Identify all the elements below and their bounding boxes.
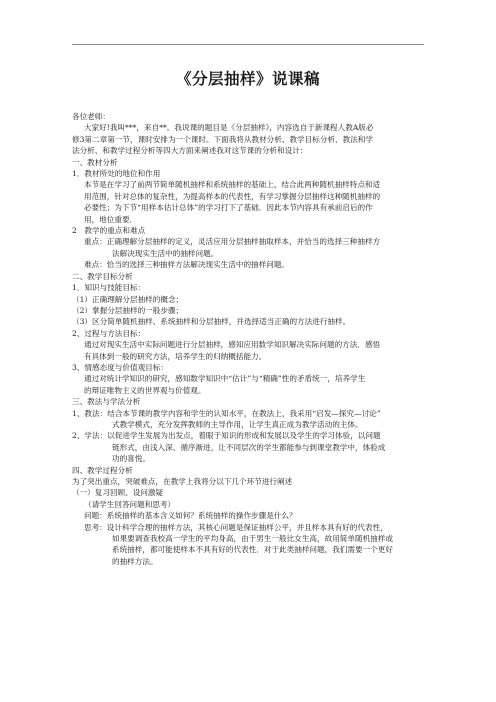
text-line: 法分析、和教学过程分析等四大方面来阐述我对这节课的分析和设计：	[72, 146, 308, 156]
text-line: 大家好!我叫***，来自**。我说课的题目是《分层抽样》，内容选自于新课程人教A版必	[84, 123, 374, 133]
text-line: 链形式，由浅入深、循序渐进，让不同层次的学生都能参与到课堂教学中，体验成	[112, 442, 386, 452]
text-line: 1、教法：结合本节课的教学内容和学生的认知水平，在教法上，我采用“启发—探究—讨论”	[72, 408, 381, 418]
text-line: 通过对现实生活中实际问题进行分层抽样，感知应用数学知识解决实际问题的方法．感悟	[84, 340, 381, 350]
text-line: 修3第二章第一节，课时安排为一个课时。下面我将从教材分析、教学目标分析、教法和学	[72, 134, 373, 144]
text-line: 难点：恰当的选择三种抽样方法解决现实生活中的抽样问题。	[84, 260, 290, 270]
text-line: 有具体到一般的研究方法，培养学生的归纳概括能力。	[84, 351, 267, 361]
document-body	[72, 111, 428, 567]
text-line: 各位老师：	[72, 112, 110, 121]
text-line: 三、教法与学法分析	[72, 397, 141, 407]
text-line: （3）区分简单随机抽样、系统抽样和分层抽样，并选择适当正确的方法进行抽样。	[72, 317, 351, 327]
text-line: 1．知识与技能目标：	[72, 283, 146, 293]
text-line: 1．教材所处的地位和作用	[72, 169, 161, 179]
text-line: 的抽样方法。	[112, 556, 158, 566]
document-title: 《分层抽样》说课稿	[175, 69, 320, 88]
text-line: 3、情感态度与价值观目标：	[72, 362, 168, 372]
text-line: 本节是在学习了前两节简单随机抽样和系统抽样的基础上，结合此两种随机抽样特点和适	[84, 180, 381, 190]
text-line: 四、教学过程分析	[72, 465, 133, 475]
text-line: 二、教学目标分析	[72, 271, 133, 281]
text-line: （一）复习回顾、设问激疑	[72, 488, 164, 498]
text-line: 如果要调查我校高一学生的平均身高，由于男生一般比女生高，故用简单随机抽样或	[112, 534, 393, 544]
text-line: 必要性；为下节“用样本估计总体”的学习打下了基础．因此本节内容具有承前启后的作	[84, 203, 373, 213]
text-line: （1）正确理解分层抽样的概念；	[72, 294, 184, 304]
text-line: 法解决现实生活中的抽样问题。	[112, 248, 219, 258]
text-line: 2 教学的重点和难点	[72, 226, 146, 236]
text-line: 通过对统计学知识的研究，感知数学知识中“估计”与“精确”性的矛盾统一，培养学生	[84, 374, 366, 384]
text-line: 一、教材分析	[72, 157, 118, 167]
text-line: 用范围，针对总体的复杂性，为提高样本的代表性，有学习掌握分层抽样这种随机抽样的	[84, 191, 381, 201]
text-line: 2、学法：以促进学生发展为出发点，着眼于知识的形成和发展以及学生的学习体验，以问题	[72, 431, 381, 441]
text-line: 式教学模式，充分发挥教师的主导作用，让学生真正成为教学活动的主体。	[112, 419, 363, 429]
text-line: 系统抽样，都可能使样本不具有好的代表性．对于此类抽样问题，我们需要一个更好	[112, 545, 393, 555]
text-line: 2、过程与方法目标：	[72, 328, 146, 338]
text-line: 为了突出重点，突破难点，在教学上我将分以下几个环节进行阐述	[72, 477, 293, 486]
text-line: 用，地位重要．	[84, 214, 138, 224]
header-rule	[72, 44, 424, 45]
text-line: 思考：设计科学合理的抽样方法，其核心问题是保证抽样公平，并且样本具有好的代表性，	[84, 522, 388, 532]
text-line: （请学生回答问题和思考）	[84, 499, 176, 509]
text-line: （2）掌握分层抽样的一般步骤；	[72, 305, 184, 315]
text-line: 重点：正确理解分层抽样的定义，灵活应用分层抽样抽取样本，并恰当的选择三种抽样方	[84, 237, 381, 247]
text-line: 问题：系统抽样的基本含义如何？系统抽样的操作步骤是什么？	[84, 511, 297, 521]
text-line: 功的喜悦。	[112, 454, 150, 464]
text-line: 的辩证唯物主义的世界观与价值观。	[84, 385, 206, 395]
